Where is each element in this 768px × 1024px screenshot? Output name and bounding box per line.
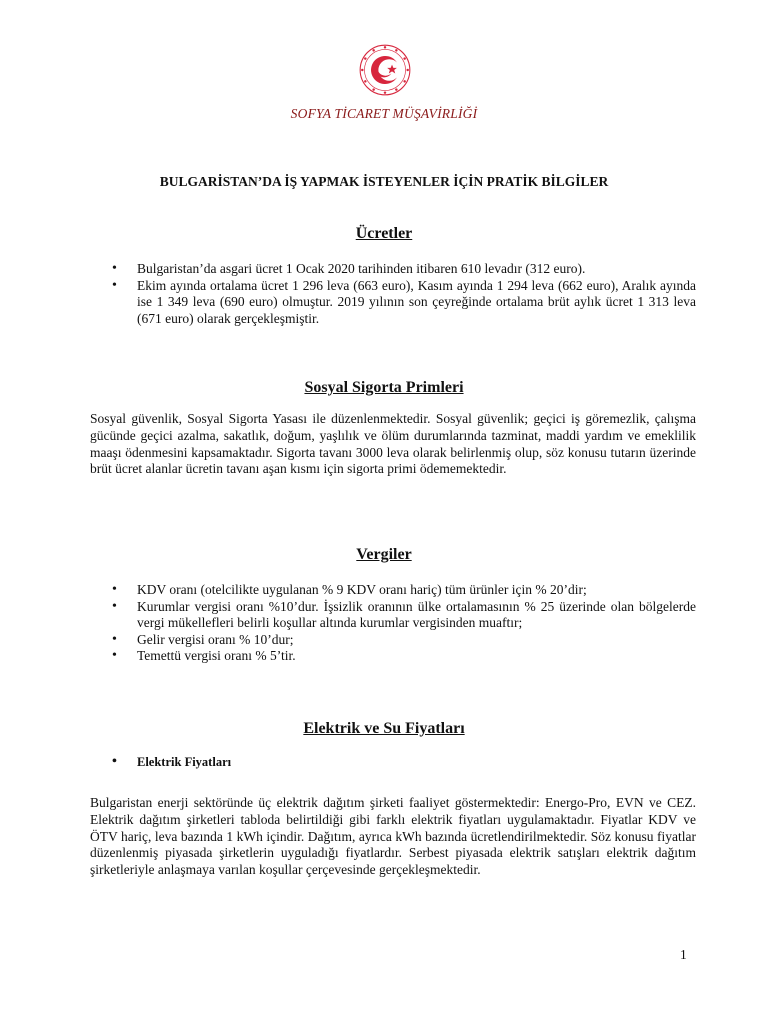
list-item: • Kurumlar vergisi oranı %10’dur. İşsizlik oranının ülke ortalamasının % 25 üzerinde olan bölgelerde vergi mükellefleri belirli koşullar altında kurumlar vergisinden muaftır; bbox=[112, 599, 696, 632]
list-item: • Ekim ayında ortalama ücret 1 296 leva (663 euro), Kasım ayında 1 294 leva (662 euro), Aralık ayında ise 1 349 leva (690 euro) olmuştur. 2019 yılının son çeyreğinde ortalama brüt aylık ücret 1 313 leva (671 euro) olarak gerçekleşmiştir. bbox=[112, 278, 696, 328]
subheading-elektrik-fiyatlari: • Elektrik Fiyatları bbox=[112, 754, 696, 771]
sosyal-sigorta-paragraph: Sosyal güvenlik, Sosyal Sigorta Yasası ile düzenlenmektedir. Sosyal güvenlik; geçici iş göremezlik, çalışma gücünde geçici azalma, sakatlık, doğum, yaşlılık ve ölüm durumlarında tazminat, maddi yardım ve emeklilik maaşı ödenmesini kapsamaktadır. Sigorta tavanı 3000 leva olarak belirlenmiş olup, söz konusu tutarın üzerinde brüt ücret alanlar ücretin tavanı aşan kısmı için sigorta primi ödememektedir. bbox=[90, 411, 696, 477]
list-item: • Bulgaristan’da asgari ücret 1 Ocak 2020 tarihinden itibaren 610 levadır (312 euro). bbox=[112, 261, 696, 278]
list-item: • Temettü vergisi oranı % 5’tir. bbox=[112, 648, 696, 665]
section-heading-elektrik-su: Elektrik ve Su Fiyatları bbox=[303, 720, 465, 737]
document-title: BULGARİSTAN’DA İŞ YAPMAK İSTEYENLER İÇİN PRATİK BİLGİLER bbox=[159, 174, 609, 189]
list-item: • KDV oranı (otelcilikte uygulanan % 9 KDV oranı hariç) tüm ürünler için % 20’dir; bbox=[112, 582, 696, 599]
elektrik-paragraph: Bulgaristan enerji sektöründe üç elektrik dağıtım şirketi faaliyet göstermektedir: Energo-Pro, EVN ve CEZ. Elektrik dağıtım şirketleri tabloda belirtildiği gibi farklı elektrik fiyatları uygulamaktadır. Fiyatlar KDV ve ÖTV hariç, leva bazında 1 kWh içindir. Dağıtım, ayrıca kWh bazında ücretlendirilmektedir. Söz konusu fiyatlar düzenlenmiş piyasada şirketlerin uyguladığı fiyatlardır. Serbest piyasada elektrik satışları elektrik dağıtım şirketleriyle anlaşmaya varılan koşullar çerçevesinde gerçekleşmektedir. bbox=[90, 795, 696, 878]
elektrik-subheading-list bbox=[112, 754, 696, 771]
vergiler-bullet-list bbox=[112, 582, 696, 665]
page-number: 1 bbox=[680, 947, 687, 962]
organization-name: SOFYA TİCARET MÜŞAVİRLİĞİ bbox=[290, 106, 478, 121]
ministry-of-trade-seal-icon bbox=[358, 43, 412, 97]
section-heading-sosyal-sigorta: Sosyal Sigorta Primleri bbox=[304, 379, 464, 396]
ucretler-bullet-list bbox=[112, 261, 696, 327]
list-item: • Gelir vergisi oranı % 10’dur; bbox=[112, 632, 696, 649]
section-heading-vergiler: Vergiler bbox=[356, 546, 412, 563]
section-heading-ucretler: Ücretler bbox=[355, 225, 413, 242]
